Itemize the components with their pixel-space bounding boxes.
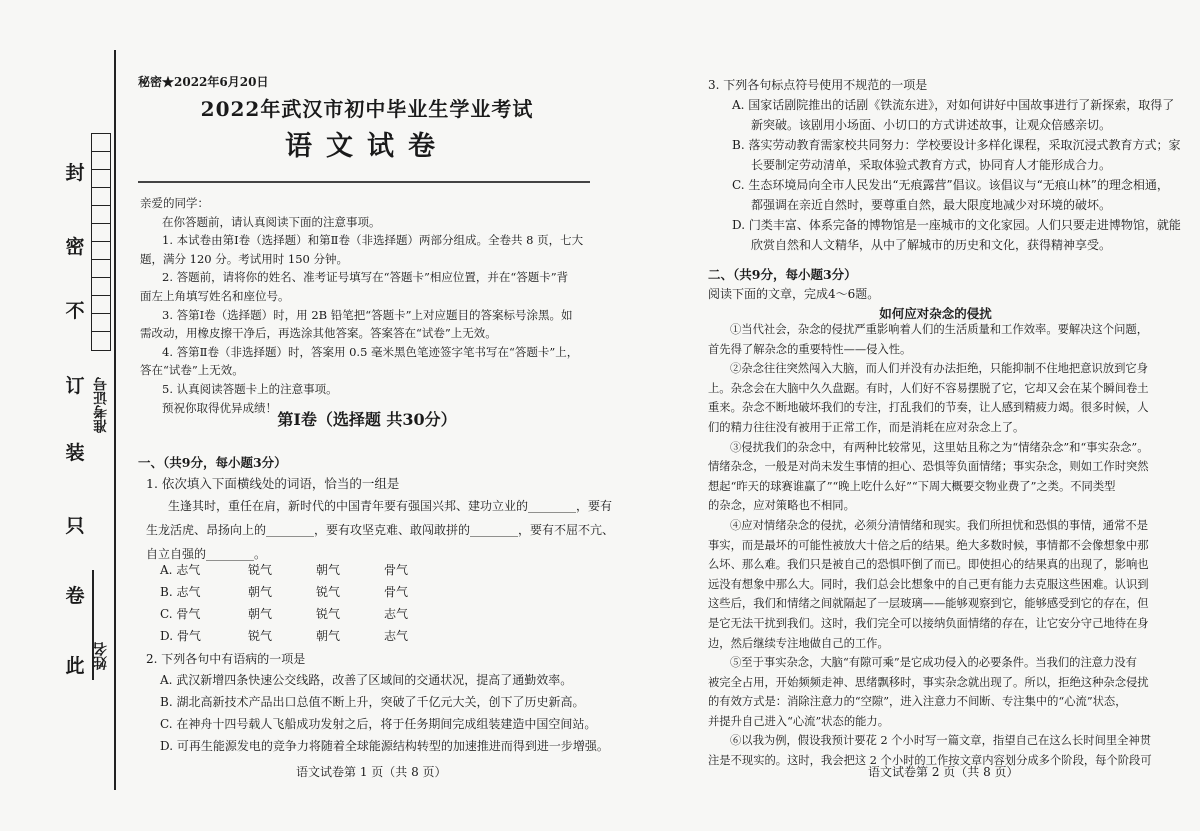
article-line: 的杂念，应对策略也不相同。 bbox=[708, 499, 855, 513]
q2-option-c[interactable]: C. 在神舟十四号载人飞船成功发射之后，将于任务期间完成组装建造中国空间站。 bbox=[160, 717, 597, 731]
q3-option-a[interactable]: A. 国家话剧院推出的话剧《铁流东进》，对如何讲好中国故事进行了新探索，取得了 bbox=[732, 98, 1175, 112]
page-footer-right: 语文试卷第 2 页（共 8 页） bbox=[868, 765, 1019, 779]
q1-option-word: 朝气 bbox=[248, 585, 273, 599]
q1-passage-line: 生龙活虎、昂扬向上的________，要有攻坚克难、敢闯敢拼的________，要有不屈不亢、 bbox=[146, 523, 615, 537]
binding-char: 此 bbox=[65, 655, 85, 677]
page-footer-left: 语文试卷第 1 页（共 8 页） bbox=[296, 765, 447, 779]
q3-option-c-cont: 都强调在亲近自然时，要尊重自然，最大限度地减少对环境的破坏。 bbox=[751, 198, 1112, 212]
secret-label: 秘密★2022年6月20日 bbox=[138, 75, 269, 89]
q3-option-d-cont: 欣赏自然和人文精华，从中了解城市的历史和文化，获得精神享受。 bbox=[751, 238, 1112, 252]
article-line: 首先得了解杂念的重要特性——侵入性。 bbox=[708, 342, 912, 356]
binding-line bbox=[114, 50, 116, 790]
q1-option-c[interactable] bbox=[160, 605, 452, 622]
reading-intro: 阅读下面的文章，完成4～6题。 bbox=[708, 287, 880, 301]
section2-title: 二、（共9分，每小题3分） bbox=[708, 267, 857, 282]
notice-line: 答在“试卷”上无效。 bbox=[140, 363, 244, 378]
binding-char: 不 bbox=[65, 300, 85, 322]
q2-option-a[interactable]: A. 武汉新增四条快速公交线路，改善了区域间的交通状况，提高了通勤效率。 bbox=[160, 673, 573, 687]
article-line: 注是不现实的。这时，我会把这 2 个小时的工作按文章内容划分成多个阶段，每个阶段可 bbox=[708, 754, 1152, 768]
article-line: 上。杂念会在大脑中久久盘踞。有时，人们好不容易摆脱了它，它却又会在某个瞬间卷土 bbox=[708, 381, 1149, 395]
notice-line: 面左上角填写姓名和座位号。 bbox=[140, 288, 290, 303]
q1-option-word: 志气 bbox=[384, 607, 409, 621]
q3-stem: 3. 下列各句标点符号使用不规范的一项是 bbox=[708, 78, 928, 92]
paper-title: 语文试卷 bbox=[285, 131, 449, 162]
notice-block bbox=[140, 194, 595, 417]
article-line: ③侵扰我们的杂念中，有两种比较常见，这里姑且称之为“情绪杂念”和“事实杂念”。 bbox=[730, 440, 1149, 454]
q2-option-d[interactable]: D. 可再生能源发电的竞争力将随着全球能源结构转型的加速推进而得到进一步增强。 bbox=[160, 739, 609, 753]
notice-line: 1. 本试卷由第Ⅰ卷（选择题）和第Ⅱ卷（非选择题）两部分组成。全卷共 8 页，七大 bbox=[162, 233, 584, 248]
article-line: ①当代社会，杂念的侵扰严重影响着人们的生活质量和工作效率。要解决这个问题， bbox=[730, 323, 1148, 336]
q1-option-word: 朝气 bbox=[316, 629, 341, 643]
article-line: 们的精力往往没有被用于正常工作，而是消耗在应对杂念上了。 bbox=[708, 420, 1025, 434]
q1-option-label: C. 骨气 bbox=[160, 607, 201, 621]
q1-option-word: 锐气 bbox=[316, 585, 341, 599]
notice-line: 需改动，用橡皮擦干净后，再选涂其他答案。答案答在“试卷”上无效。 bbox=[140, 326, 497, 341]
article-line: 的有效方式是：消除注意力的“空隙”，进入注意力不间断、专注集中的“心流”状态， bbox=[708, 695, 1127, 709]
q1-option-a[interactable] bbox=[160, 561, 452, 578]
article-line: ⑥以我为例，假设我预计要花 2 个小时写一篇文章，指望自己在这么长时间里全神贯 bbox=[730, 734, 1152, 748]
binding-char: 只 bbox=[65, 515, 85, 537]
q1-stem: 1. 依次填入下面横线处的词语，恰当的一组是 bbox=[146, 476, 400, 491]
article-line: ⑤至于事实杂念，大脑“有隙可乘”是它成功侵入的必要条件。当我们的注意力没有 bbox=[730, 656, 1137, 670]
article-line: 远没有想象中那么大。同时，我们总会比想象中的自己更有能力去克服这些困难。认识到 bbox=[708, 577, 1149, 591]
q3-option-b-cont: 长要制定劳动清单，采取体验式教育方式，协同育人才能形成合力。 bbox=[751, 158, 1112, 172]
q3-option-d[interactable]: D. 门类丰富、体系完备的博物馆是一座城市的文化家园。人们只要走进博物馆，就能 bbox=[732, 218, 1181, 232]
q1-option-word: 锐气 bbox=[316, 607, 341, 621]
binding-char: 卷 bbox=[65, 585, 85, 607]
binding-char: 装 bbox=[65, 442, 85, 464]
name-label: 姓名 bbox=[93, 642, 109, 670]
article-line: ④应对情绪杂念的侵扰，必须分清情绪和现实。我们所担忧和恐惧的事情，通常不是 bbox=[730, 518, 1148, 532]
q1-option-word: 骨气 bbox=[384, 585, 409, 599]
article-line: 这些后，我们和情绪之间就隔起了一层玻璃——能够观察到它，能够感受到它的存在，但 bbox=[708, 597, 1149, 611]
notice-line: 3. 答第Ⅰ卷（选择题）时，用 2B 铅笔把“答题卡”上对应题目的答案标号涂黑。如 bbox=[162, 307, 573, 322]
q3-option-b[interactable]: B. 落实劳动教育需家校共同努力：学校要设计多样化课程，采取沉浸式教育方式；家 bbox=[732, 138, 1181, 152]
section1-title: 一、（共9分，每小题3分） bbox=[138, 455, 287, 470]
article-line: 是它无法干扰到我们。这时，我们完全可以接纳负面情绪的存在，让它安分守己地待在身 bbox=[708, 616, 1149, 630]
binding-char: 订 bbox=[65, 375, 85, 397]
article-line: 事实，而是最坏的可能性被放大十倍之后的结果。绝大多数时候，事情都不会像想象中那 bbox=[708, 538, 1149, 552]
q1-option-label: B. 志气 bbox=[160, 585, 201, 599]
notice-line: 预祝你取得优异成绩！ bbox=[162, 400, 277, 415]
notice-line: 4. 答第Ⅱ卷（非选择题）时，答案用 0.5 毫米黑色笔迹签字笔书写在“答题卡”上， bbox=[162, 344, 579, 359]
article-line: 边，然后继续专注地做自己的工作。 bbox=[708, 636, 889, 650]
q2-stem: 2. 下列各句中有语病的一项是 bbox=[146, 652, 306, 666]
notice-line: 5. 认真阅读答题卡上的注意事项。 bbox=[162, 381, 338, 396]
q1-option-word: 朝气 bbox=[316, 563, 341, 577]
q1-option-b[interactable] bbox=[160, 583, 452, 600]
article-body bbox=[708, 320, 1163, 771]
q1-option-label: D. 骨气 bbox=[160, 629, 201, 643]
article-line: 被完全占用，开始频频走神、思绪飘移时，事实杂念就出现了。所以，拒绝这种杂念侵扰 bbox=[708, 675, 1149, 689]
exam-id-grid[interactable] bbox=[91, 133, 111, 351]
article-line: 么坏、那么难。我们只是被自己的恐惧吓倒了而已。即使担心的结果真的出现了，影响也 bbox=[708, 558, 1149, 572]
q1-passage bbox=[146, 494, 615, 566]
article-line: 想起“昨天的球赛谁赢了”“晚上吃什么好”“下周大概要交物业费了”之类。不同类型 bbox=[708, 479, 1116, 493]
q1-option-label: A. 志气 bbox=[160, 563, 201, 577]
notice-line: 在你答题前，请认真阅读下面的注意事项。 bbox=[162, 214, 381, 229]
notice-greeting: 亲爱的同学： bbox=[140, 196, 209, 210]
title-divider bbox=[138, 181, 590, 183]
article-line: 重来。杂念不断地破坏我们的专注，打乱我们的节奏，让人感到精疲力竭。很多时候，人 bbox=[708, 401, 1149, 415]
q1-option-word: 朝气 bbox=[248, 607, 273, 621]
binding-char: 封 bbox=[65, 162, 85, 184]
q1-option-word: 骨气 bbox=[384, 563, 409, 577]
q1-passage-line: 生逢其时，重任在肩，新时代的中国青年要有强国兴邦、建功立业的________，要有 bbox=[168, 499, 613, 513]
q2-option-b[interactable]: B. 湖北高新技术产品出口总值不断上升，突破了千亿元大关，创下了历史新高。 bbox=[160, 695, 585, 709]
article-line: 情绪杂念，一般是对尚未发生事情的担心、恐惧等负面情绪；事实杂念，则如工作时突然 bbox=[708, 460, 1149, 474]
volume1-title: 第Ⅰ卷（选择题 共30分） bbox=[277, 410, 457, 429]
binding-char: 密 bbox=[65, 236, 85, 258]
q1-option-word: 锐气 bbox=[248, 629, 273, 643]
notice-line: 题，满分 120 分。考试用时 150 分钟。 bbox=[140, 251, 349, 266]
article-line: ②杂念往往突然闯入大脑，而人们并没有办法拒绝，只能抑制不住地把意识放到它身 bbox=[730, 362, 1148, 376]
q1-option-word: 志气 bbox=[384, 629, 409, 643]
notice-line: 2. 答题前，请将你的姓名、准考证号填写在“答题卡”相应位置，并在“答题卡”背 bbox=[162, 270, 569, 285]
q3-option-a-cont: 新突破。该剧用小场面、小切口的方式讲述故事，让观众倍感亲切。 bbox=[751, 118, 1112, 132]
q1-option-d[interactable] bbox=[160, 627, 452, 644]
exam-title: 2022年武汉市初中毕业生学业考试 bbox=[200, 97, 534, 121]
q1-option-word: 锐气 bbox=[248, 563, 273, 577]
q1-passage-line: 自立自强的________。 bbox=[146, 547, 267, 561]
article-title: 如何应对杂念的侵扰 bbox=[879, 306, 992, 321]
q3-option-c[interactable]: C. 生态环境局向全市人民发出“无痕露营”倡议。该倡议与“无痕山林”的理念相通， bbox=[732, 178, 1169, 192]
exam-id-label: 准考证号 bbox=[93, 377, 109, 433]
article-line: 并提升自己进入“心流”状态的能力。 bbox=[708, 714, 890, 728]
